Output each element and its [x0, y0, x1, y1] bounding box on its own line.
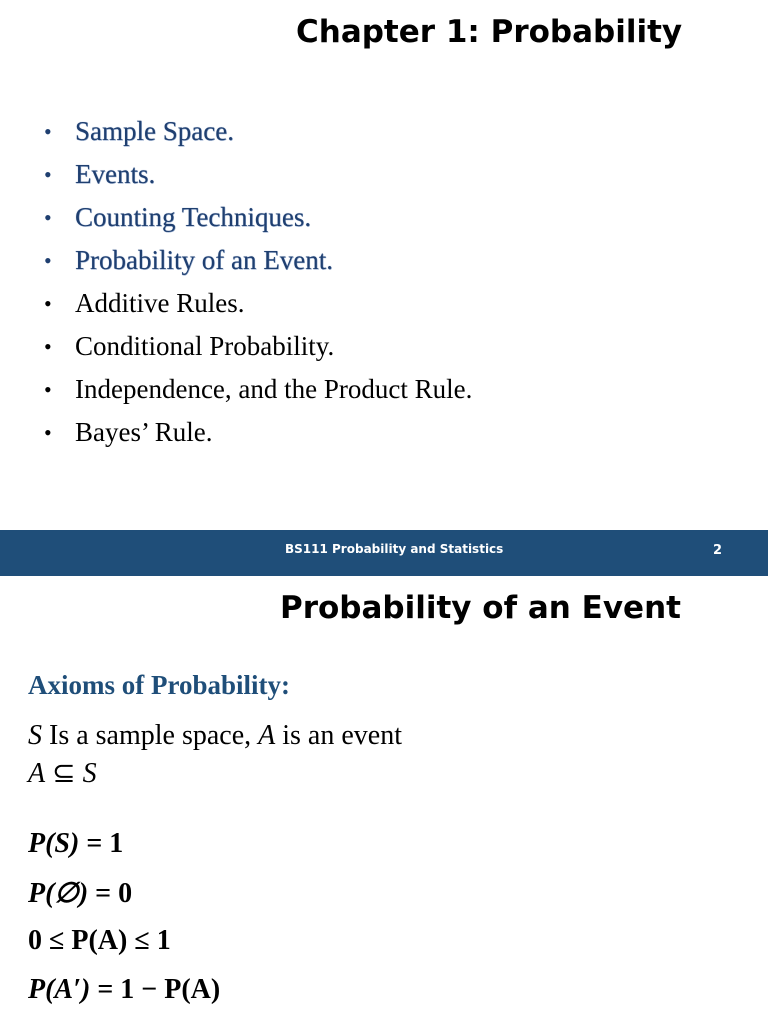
math-symbol-a: A	[28, 758, 46, 789]
statement-text: is an event	[275, 720, 402, 751]
list-item	[44, 239, 472, 282]
list-item-label: Events.	[75, 159, 156, 189]
list-item-label: Probability of an Event.	[75, 245, 333, 275]
axiom-equation	[28, 876, 132, 910]
statement-text: Is a sample space,	[42, 720, 259, 751]
bullet-icon: •	[44, 420, 52, 445]
axiom-equation	[28, 925, 171, 957]
list-item-label: Additive Rules.	[75, 288, 245, 318]
bullet-icon: •	[44, 334, 52, 359]
slide-2	[0, 576, 768, 1024]
axiom-equation	[28, 828, 123, 860]
footer-course-title: BS111 Probability and Statistics	[285, 542, 504, 556]
list-item-label: Sample Space.	[75, 116, 234, 146]
slide-footer	[0, 530, 768, 576]
list-item	[44, 196, 472, 239]
list-item	[44, 153, 472, 196]
slide-title: Probability of an Event	[280, 590, 681, 626]
sample-space-statement	[28, 720, 402, 752]
equation-lhs: P(S)	[28, 828, 80, 859]
list-item	[44, 411, 472, 454]
math-symbol-s: S	[82, 758, 97, 789]
equation-lhs: P(A′)	[28, 974, 91, 1005]
list-item	[44, 282, 472, 325]
list-item	[44, 368, 472, 411]
equation-rhs: = 1 − P(A)	[90, 974, 221, 1005]
equation-lhs: 0 ≤ P(A) ≤ 1	[28, 925, 171, 956]
equation-lhs: P(∅)	[28, 878, 89, 909]
equation-rhs: = 0	[88, 878, 133, 909]
list-item	[44, 325, 472, 368]
bullet-icon: •	[44, 162, 52, 187]
list-item-label: Counting Techniques.	[75, 202, 312, 232]
bullet-icon: •	[44, 291, 52, 316]
section-heading: Axioms of Probability:	[28, 670, 290, 700]
bullet-icon: •	[44, 205, 52, 230]
math-symbol-a: A	[258, 720, 276, 751]
page-number: 2	[712, 543, 722, 558]
subset-statement	[28, 756, 97, 790]
list-item	[44, 110, 472, 153]
topic-list	[44, 110, 472, 454]
bullet-icon: •	[44, 119, 52, 144]
subset-operator: ⊆	[45, 758, 83, 789]
list-item-label: Independence, and the Product Rule.	[75, 374, 473, 404]
bullet-icon: •	[44, 248, 52, 273]
list-item-label: Conditional Probability.	[75, 331, 335, 361]
slide-title: Chapter 1: Probability	[296, 14, 683, 50]
bullet-icon: •	[44, 377, 52, 402]
equation-rhs: = 1	[79, 828, 124, 859]
list-item-label: Bayes’ Rule.	[75, 417, 213, 447]
axiom-equation	[28, 974, 220, 1006]
math-symbol-s: S	[28, 720, 42, 751]
